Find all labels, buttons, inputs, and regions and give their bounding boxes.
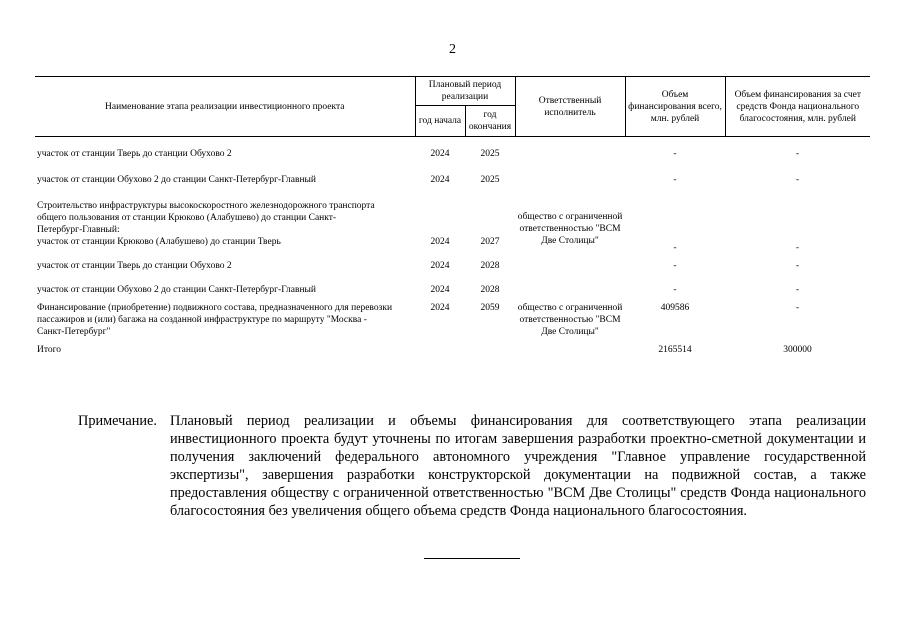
- note-label: Примечание.: [78, 413, 157, 429]
- table-row: [35, 284, 870, 302]
- investment-table: [35, 76, 870, 356]
- row-responsible: [515, 137, 625, 163]
- row-start: 2024: [430, 285, 450, 295]
- row-responsible: [515, 162, 625, 188]
- header-year-end: год окончания: [465, 106, 515, 137]
- row-fund: [725, 188, 870, 236]
- row-name: участок от станции Обухово 2 до станции Санкт-Петербург-Главный: [37, 285, 316, 295]
- header-name: Наименование этапа реализации инвестиционного проекта: [35, 77, 415, 137]
- row-fund: -: [795, 175, 800, 185]
- row-start: 2024: [430, 175, 450, 185]
- row-total: [625, 188, 725, 236]
- page-number: 2: [449, 42, 456, 57]
- row-total: -: [673, 285, 677, 295]
- row-name: участок от станции Крюково (Алабушево) до станции Тверь: [37, 237, 281, 247]
- total-row: [35, 338, 870, 356]
- note-text: Плановый период реализации и объемы финансирования для соответствующего этапа реализации инвестиционного проекта будут уточнены по итогам завершения разработки проектно-сметной документации и получения заключений федерального автономного учреждения "Главное управление государственной экспертизы", завершения разработки конструкторской документации на подвижной состав, а также предоставления обществу с ограниченной ответственностью "ВСМ Две Столицы" средств Фонда национального благосостояния без увеличения общего объема средств Фонда национального благосостояния.: [170, 413, 866, 519]
- row-fund: -: [795, 285, 800, 295]
- row-name: участок от станции Тверь до станции Обухово 2: [37, 261, 232, 271]
- row-total: -: [673, 261, 677, 271]
- header-year-start: год начала: [415, 106, 465, 137]
- total-label: Итого: [37, 345, 62, 355]
- note: [78, 412, 866, 520]
- row-end: 2027: [480, 237, 500, 247]
- table-row: [35, 137, 870, 163]
- table-row: [35, 236, 870, 260]
- row-end: 2025: [480, 149, 500, 159]
- row-fund: -: [795, 243, 800, 253]
- total-fund: 300000: [783, 345, 812, 355]
- row-start: [415, 188, 465, 236]
- row-end: 2059: [480, 303, 500, 313]
- row-name: Строительство инфраструктуры высокоскоростного железнодорожного транспорта общего пользования от станции Крюково (Алабушево) до станции Санкт-Петербург-Главный:: [37, 201, 375, 235]
- row-name: участок от станции Обухово 2 до станции Санкт-Петербург-Главный: [37, 175, 316, 185]
- row-name: Финансирование (приобретение) подвижного состава, предназначенного для перевозки пассажиров и (или) багажа на созданной инфраструктуре по маршруту "Москва - Санкт-Петербург": [37, 303, 393, 337]
- header-volume-total: Объем финансирования всего, млн. рублей: [625, 77, 725, 137]
- header-volume-fund: Объем финансирования за счет средств Фонда национального благосостояния, млн. рублей: [725, 77, 870, 137]
- table-row: [35, 260, 870, 284]
- header-plan-period: Плановый период реализации: [415, 77, 515, 106]
- row-total: -: [673, 175, 677, 185]
- row-start: 2024: [430, 149, 450, 159]
- row-responsible: общество с ограниченной ответственностью "ВСМ Две Столицы": [517, 303, 623, 337]
- responsible-group: общество с ограниченной ответственностью "ВСМ Две Столицы": [517, 212, 623, 246]
- end-divider: [424, 558, 520, 559]
- row-total: 409586: [660, 303, 690, 313]
- table-row: [35, 188, 870, 236]
- table-row: [35, 302, 870, 338]
- row-start: 2024: [430, 261, 450, 271]
- total-volume: 2165514: [658, 345, 692, 355]
- header-responsible: Ответственный исполнитель: [515, 77, 625, 137]
- row-start: 2024: [430, 237, 450, 247]
- row-end: 2028: [480, 285, 500, 295]
- row-fund: -: [795, 149, 800, 159]
- row-end: 2025: [480, 175, 500, 185]
- row-start: 2024: [430, 303, 450, 313]
- row-total: -: [673, 243, 677, 253]
- row-fund: -: [795, 261, 800, 271]
- row-fund: -: [795, 303, 800, 313]
- row-total: -: [673, 149, 677, 159]
- table-row: [35, 162, 870, 188]
- row-end: [465, 188, 515, 236]
- table-header-row-1: [35, 77, 870, 106]
- row-end: 2028: [480, 261, 500, 271]
- row-name: участок от станции Тверь до станции Обухово 2: [37, 149, 232, 159]
